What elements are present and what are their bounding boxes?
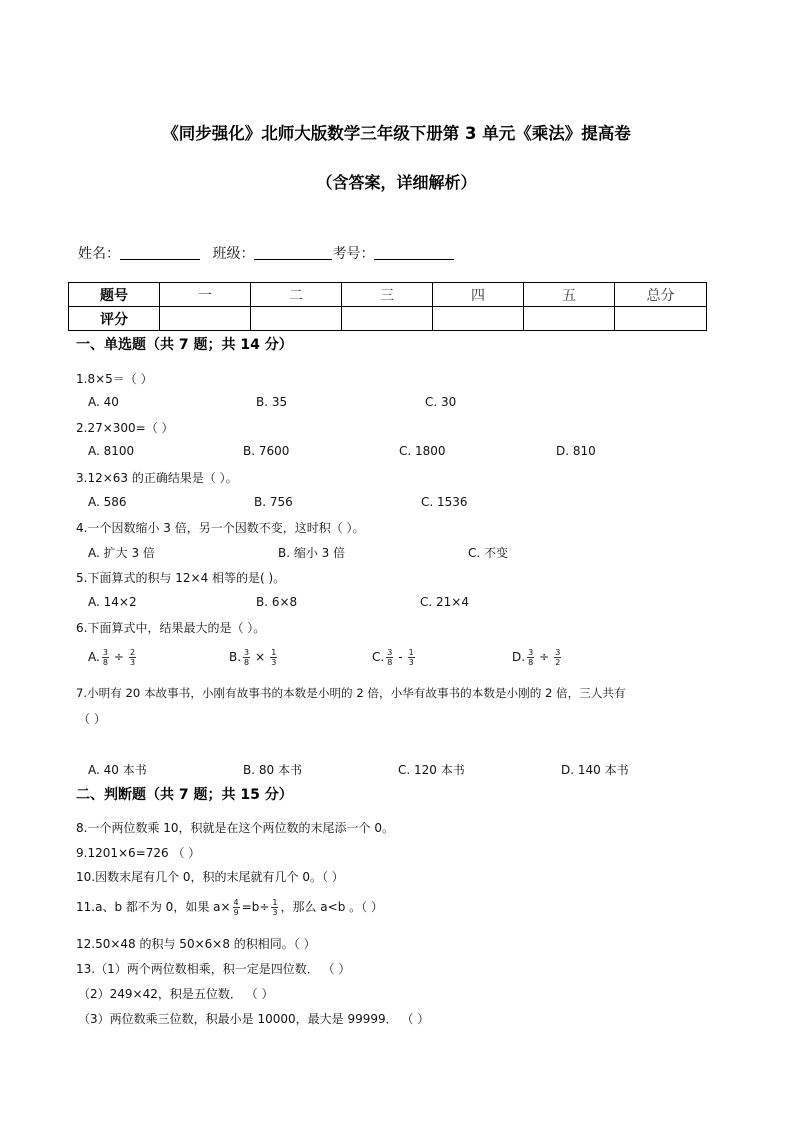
student-info <box>78 243 454 263</box>
class-label: 班级： <box>212 246 255 262</box>
q6-a-label: A. <box>88 650 100 664</box>
q6-d-label: D. <box>512 650 526 664</box>
q6-a-operator: ÷ <box>113 650 124 664</box>
score-col-2: 二 <box>251 283 342 307</box>
question-7: 7.小明有 20 本故事书，小刚有故事书的本数是小明的 2 倍，小华有故事书的本数是小刚的 2 倍，三人共有 <box>76 686 626 700</box>
page-title: 《同步强化》北师大版数学三年级下册第 3 单元《乘法》提高卷 <box>162 124 631 143</box>
q6-b-fraction-2: $\frac{1}{3}$ <box>271 648 277 667</box>
question-10: 10.因数末尾有几个 0，积的末尾就有几个 0。（ ） <box>76 870 344 884</box>
q6-a-fraction-1: $\frac{3}{8}$ <box>102 648 108 667</box>
question-6: 6.下面算式中，结果最大的是（ ）。 <box>76 621 266 635</box>
q7-option-b[interactable]: B. 80 本书 <box>243 763 302 777</box>
score-col-4: 四 <box>433 283 524 307</box>
q4-option-a[interactable]: A. 扩大 3 倍 <box>88 546 155 560</box>
q3-option-b[interactable]: B. 756 <box>254 495 293 509</box>
name-blank[interactable] <box>120 245 200 260</box>
q6-option-a[interactable] <box>88 648 138 667</box>
score-table <box>68 282 707 331</box>
q6-option-d[interactable] <box>512 648 563 667</box>
q6-c-label: C. <box>372 650 385 664</box>
q11-mid: =b÷ <box>241 900 270 914</box>
question-1: 1.8×5＝（ ） <box>76 372 153 386</box>
score-col-5: 五 <box>524 283 615 307</box>
score-header-label: 题号 <box>69 283 160 307</box>
q6-b-operator: × <box>255 650 266 664</box>
score-col-1: 一 <box>160 283 251 307</box>
q6-c-operator: - <box>398 650 403 664</box>
q6-d-fraction-1: $\frac{3}{8}$ <box>528 648 534 667</box>
q1-option-b[interactable]: B. 35 <box>256 395 288 409</box>
score-cell-2[interactable] <box>251 307 342 331</box>
question-13-part-2: （2）249×42，积是五位数． （ ） <box>78 987 274 1001</box>
question-11 <box>76 898 383 917</box>
q4-option-b[interactable]: B. 缩小 3 倍 <box>278 546 346 560</box>
q6-d-fraction-2: $\frac{3}{2}$ <box>555 648 561 667</box>
score-header-row <box>69 283 707 307</box>
page-subtitle: （含答案，详细解析） <box>316 173 477 192</box>
name-label: 姓名： <box>78 246 120 262</box>
section-heading-2: 二、判断题（共 7 题；共 15 分） <box>76 787 293 803</box>
q11-fraction-2: $\frac{1}{3}$ <box>272 898 278 917</box>
question-4: 4.一个因数缩小 3 倍，另一个因数不变，这时积（ ）。 <box>76 521 365 535</box>
q5-option-c[interactable]: C. 21×4 <box>420 595 469 609</box>
q1-option-c[interactable]: C. 30 <box>425 395 457 409</box>
score-cell-total[interactable] <box>615 307 707 331</box>
q4-option-c[interactable]: C. 不变 <box>468 546 509 560</box>
id-label: 考号： <box>332 246 375 262</box>
q5-option-b[interactable]: B. 6×8 <box>256 595 298 609</box>
question-5: 5.下面算式的积与 12×4 相等的是( )。 <box>76 571 286 585</box>
score-cell-1[interactable] <box>160 307 251 331</box>
q6-c-fraction-1: $\frac{3}{8}$ <box>387 648 393 667</box>
score-col-total: 总分 <box>615 283 707 307</box>
question-13-part-3: （3）两位数乘三位数，积最小是 10000，最大是 99999． （ ） <box>78 1012 430 1026</box>
q7-option-a[interactable]: A. 40 本书 <box>88 763 147 777</box>
q11-suffix: ，那么 a<b 。（ ） <box>280 900 383 914</box>
score-row <box>69 307 707 331</box>
q2-option-c[interactable]: C. 1800 <box>399 444 446 458</box>
q6-b-fraction-1: $\frac{3}{8}$ <box>244 648 250 667</box>
question-9: 9.1201×6=726 （ ） <box>76 846 201 860</box>
question-13-part-1: 13.（1）两个两位数相乘，积一定是四位数． （ ） <box>76 962 351 976</box>
q5-option-a[interactable]: A. 14×2 <box>88 595 137 609</box>
q11-prefix: 11.a、b 都不为 0，如果 a× <box>76 900 231 914</box>
q6-d-operator: ÷ <box>539 650 550 664</box>
q3-option-a[interactable]: A. 586 <box>88 495 127 509</box>
question-8: 8.一个两位数乘 10，积就是在这个两位数的末尾添一个 0。 <box>76 821 394 835</box>
q6-c-fraction-2: $\frac{1}{3}$ <box>408 648 414 667</box>
q3-option-c[interactable]: C. 1536 <box>421 495 468 509</box>
q2-option-a[interactable]: A. 8100 <box>88 444 135 458</box>
q2-option-d[interactable]: D. 810 <box>556 444 596 458</box>
question-2: 2.27×300=（ ） <box>76 421 174 435</box>
id-blank[interactable] <box>374 245 454 260</box>
question-7-blank: （ ） <box>78 712 106 726</box>
q2-option-b[interactable]: B. 7600 <box>243 444 290 458</box>
q6-option-b[interactable] <box>229 648 279 667</box>
question-12: 12.50×48 的积与 50×6×8 的积相同。（ ） <box>76 937 316 951</box>
q7-option-d[interactable]: D. 140 本书 <box>561 763 629 777</box>
question-3: 3.12×63 的正确结果是（ ）。 <box>76 471 238 485</box>
q6-b-label: B. <box>229 650 242 664</box>
q6-option-c[interactable] <box>372 648 417 667</box>
score-row-label: 评分 <box>69 307 160 331</box>
q7-option-c[interactable]: C. 120 本书 <box>398 763 465 777</box>
class-blank[interactable] <box>254 245 332 260</box>
score-cell-4[interactable] <box>433 307 524 331</box>
score-cell-5[interactable] <box>524 307 615 331</box>
score-col-3: 三 <box>342 283 433 307</box>
score-cell-3[interactable] <box>342 307 433 331</box>
section-heading-1: 一、单选题（共 7 题；共 14 分） <box>76 337 293 353</box>
q6-a-fraction-2: $\frac{2}{3}$ <box>129 648 136 667</box>
q11-fraction-1: $\frac{4}{9}$ <box>233 898 239 917</box>
q1-option-a[interactable]: A. 40 <box>88 395 119 409</box>
